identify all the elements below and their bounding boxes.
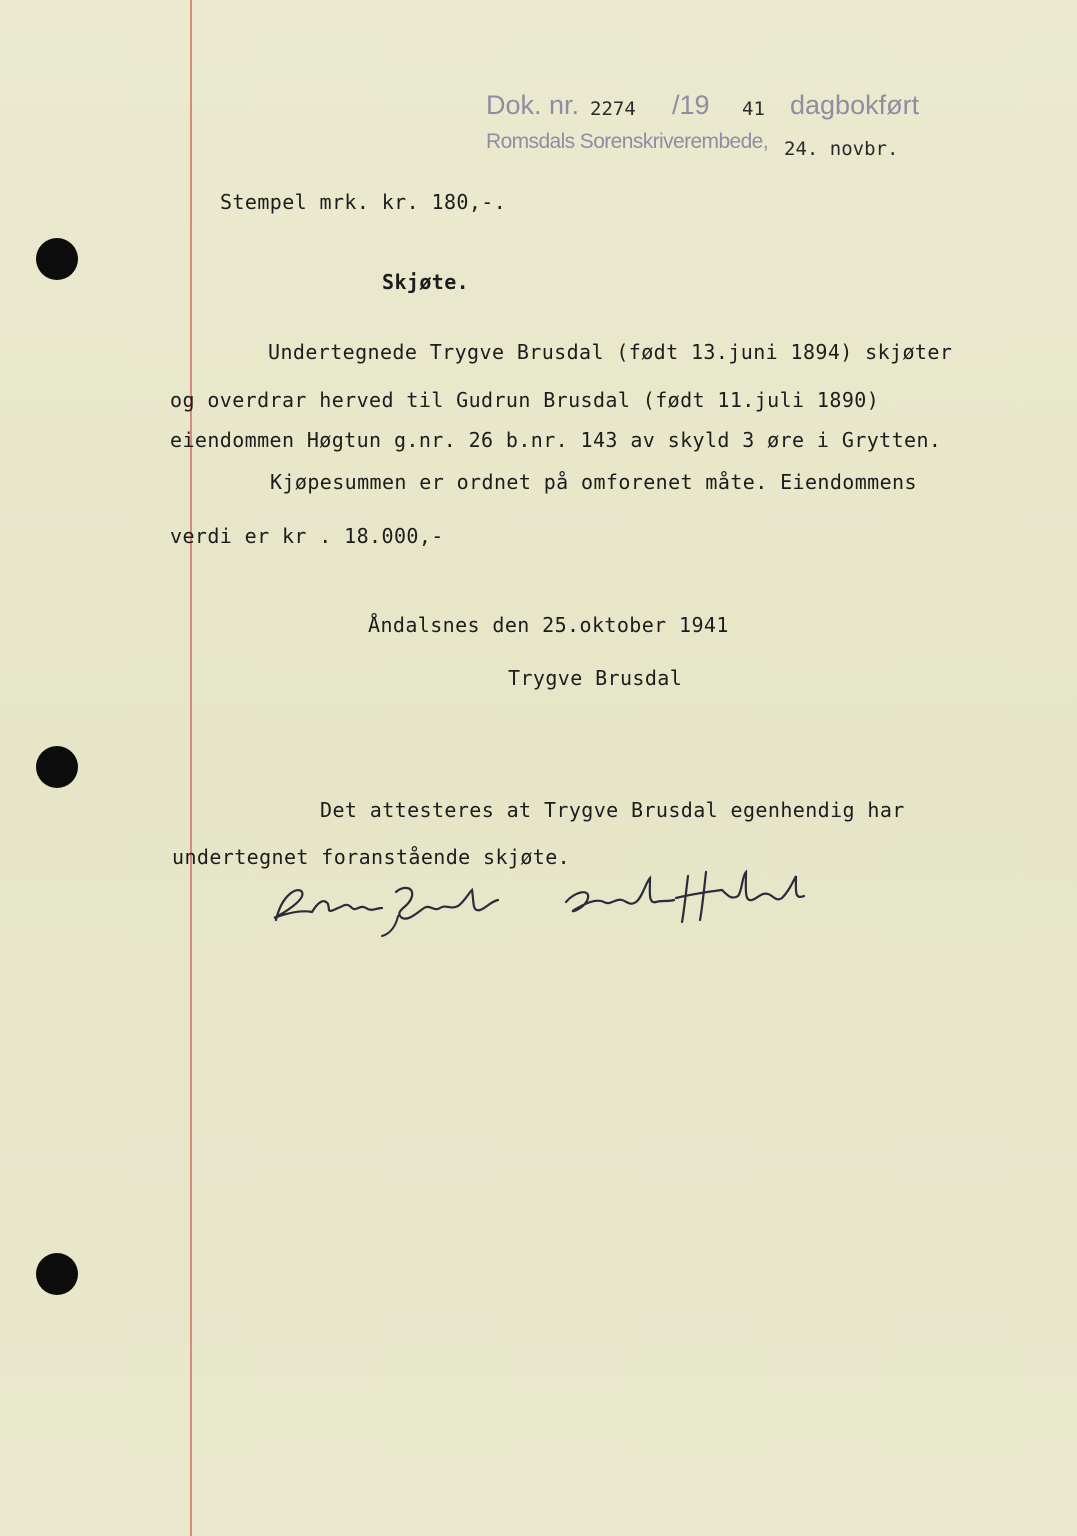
punch-hole-bottom — [36, 1253, 78, 1295]
body-line-3: eiendommen Høgtun g.nr. 26 b.nr. 143 av skyld 3 øre i Grytten. — [170, 428, 942, 452]
document-title: Skjøte. — [382, 270, 470, 294]
attest-line-2: undertegnet foranstående skjøte. — [172, 845, 571, 869]
punch-hole-top — [36, 238, 78, 280]
place-date: Åndalsnes den 25.oktober 1941 — [368, 613, 729, 637]
stamp-dagbokfort: dagbokført — [790, 90, 920, 120]
stamp-dok-label: Dok. nr. — [486, 90, 580, 120]
body-line-5: verdi er kr . 18.000,- — [170, 524, 444, 548]
attest-line-1: Det attesteres at Trygve Brusdal egenhendig har — [320, 798, 905, 822]
punch-hole-middle — [36, 746, 78, 788]
witness-signature-2 — [556, 862, 816, 942]
witness-signature-1 — [268, 872, 518, 942]
margin-line — [190, 0, 192, 1536]
body-line-1: Undertegnede Trygve Brusdal (født 13.juni 1894) skjøter — [268, 340, 953, 364]
body-line-4: Kjøpesummen er ordnet på omforenet måte. Eiendommens — [270, 470, 917, 494]
body-line-2: og overdrar herved til Gudrun Brusdal (født 11.juli 1890) — [170, 388, 880, 412]
signer-name: Trygve Brusdal — [508, 666, 683, 690]
stamp-year-suffix: 41 — [742, 98, 765, 120]
stamp-year-prefix: /19 — [672, 90, 710, 120]
stempel-line: Stempel mrk. kr. 180,-. — [220, 190, 507, 214]
stamp-date: 24. novbr. — [784, 138, 899, 160]
stamp-dok-number: 2274 — [590, 98, 636, 120]
stamp-office: Romsdals Sorenskriverembede, — [486, 130, 768, 153]
